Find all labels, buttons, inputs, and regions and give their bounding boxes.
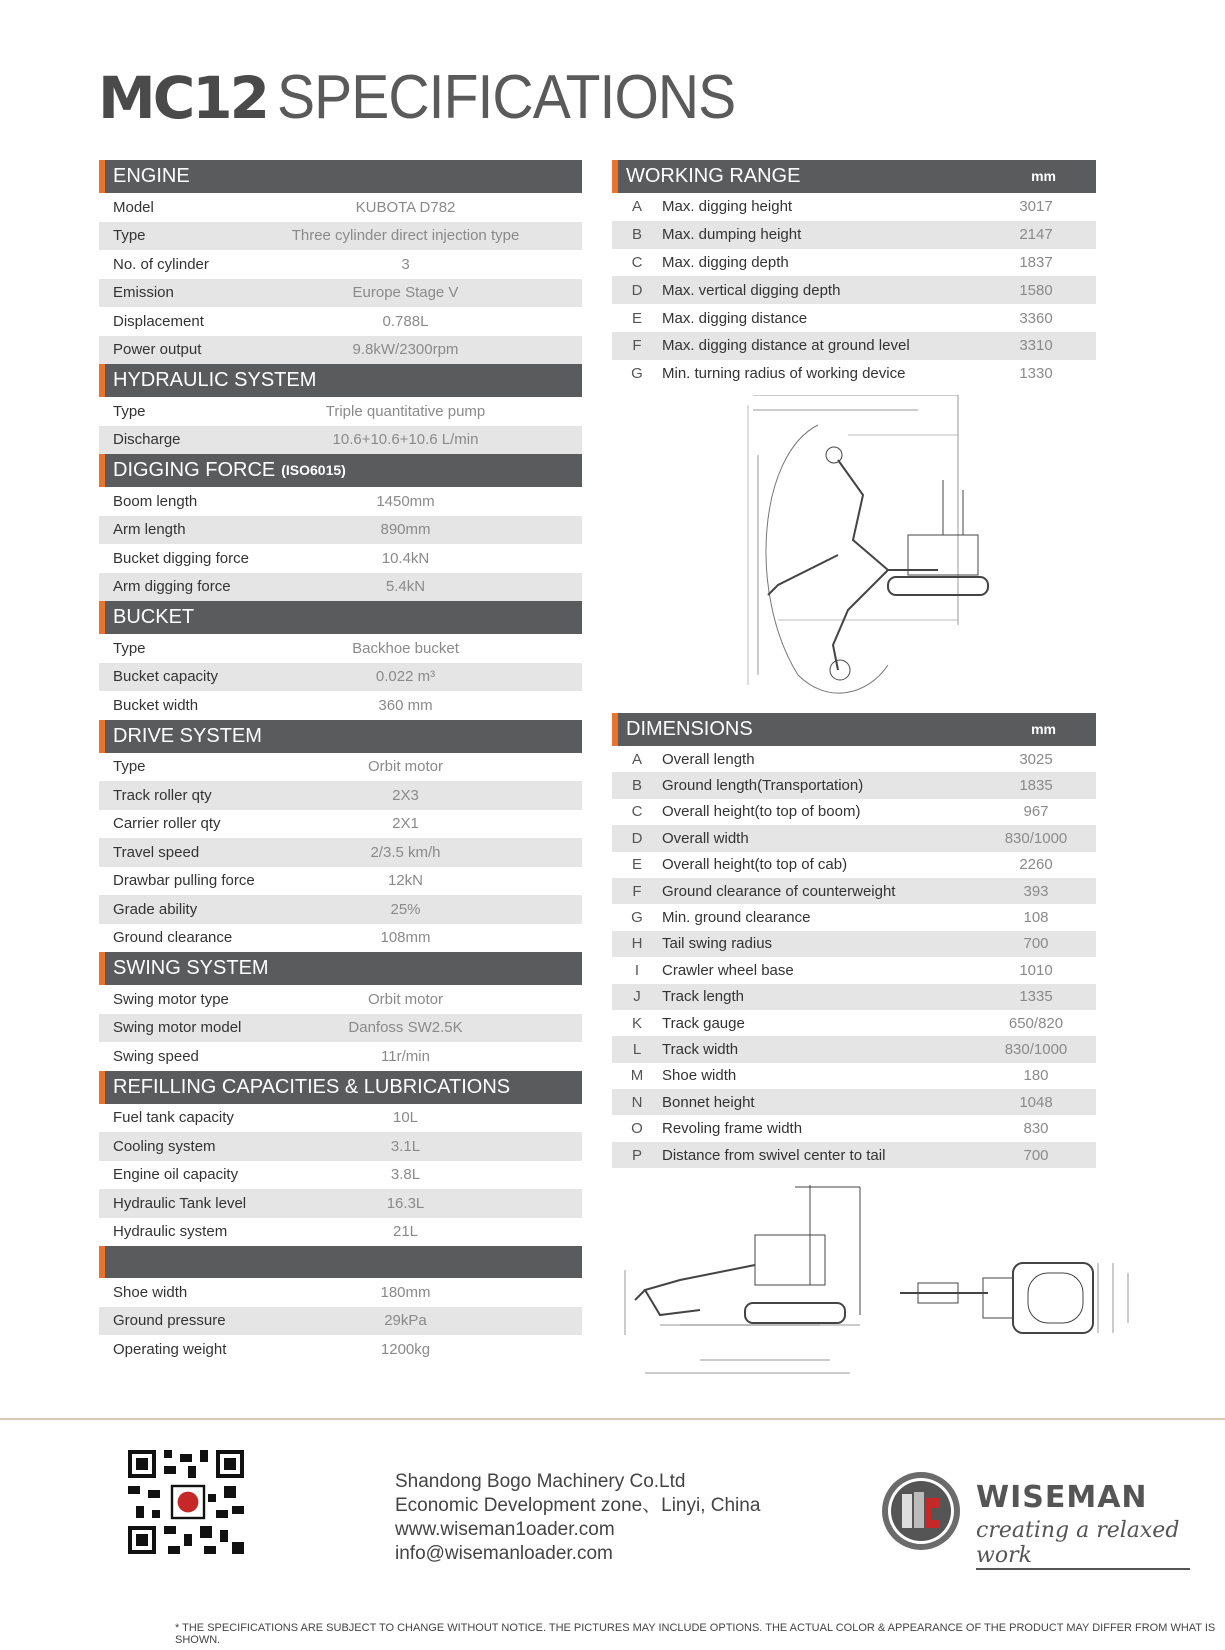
dimensions-value: 700 bbox=[1023, 935, 1049, 953]
spec-label: Grade ability bbox=[113, 900, 198, 918]
spec-row bbox=[99, 487, 582, 516]
dimensions-value: 393 bbox=[1023, 882, 1049, 900]
spec-value: 2/3.5 km/h bbox=[370, 843, 441, 861]
dimensions-key: A bbox=[631, 750, 642, 768]
dimensions-label: Min. ground clearance bbox=[662, 909, 811, 927]
spec-label: Type bbox=[113, 758, 146, 776]
dimensions-label: Overall height(to top of cab) bbox=[662, 856, 848, 874]
company-info bbox=[395, 1470, 760, 1566]
spec-row bbox=[99, 1278, 582, 1307]
spec-value: 10.6+10.6+10.6 L/min bbox=[332, 431, 479, 449]
dimensions-key: J bbox=[633, 988, 641, 1006]
spec-row bbox=[99, 1161, 582, 1190]
working_range-label: Max. digging height bbox=[662, 198, 793, 216]
dimensions-row bbox=[612, 852, 1096, 878]
working_range-key: F bbox=[632, 337, 642, 355]
dimensions-row bbox=[612, 984, 1096, 1010]
spec-value: 25% bbox=[390, 900, 421, 918]
spec-value: Backhoe bucket bbox=[352, 639, 459, 657]
top-view-diagram bbox=[898, 1258, 1138, 1338]
dimensions-value: 830 bbox=[1023, 1120, 1049, 1138]
section-header bbox=[99, 160, 582, 193]
dimensions-key: O bbox=[631, 1120, 643, 1138]
spec-row bbox=[99, 634, 582, 663]
working_range-row bbox=[612, 360, 1096, 388]
spec-value: Triple quantitative pump bbox=[325, 402, 486, 420]
spec-row bbox=[99, 573, 582, 602]
spec-value: 1450mm bbox=[376, 492, 435, 510]
section-title: REFILLING CAPACITIES & LUBRICATIONS bbox=[113, 1075, 511, 1098]
spec-label: Swing motor type bbox=[113, 990, 229, 1008]
spec-label: Arm digging force bbox=[113, 578, 231, 596]
spec-label: Track roller qty bbox=[113, 786, 212, 804]
spec-label: Operating weight bbox=[113, 1340, 227, 1358]
section-header bbox=[99, 601, 582, 634]
dimensions-value: 108 bbox=[1023, 909, 1049, 927]
spec-row bbox=[99, 1132, 582, 1161]
dimensions-key: M bbox=[630, 1067, 644, 1085]
dimensions-value: 2260 bbox=[1019, 856, 1053, 874]
spec-value: Europe Stage V bbox=[352, 284, 459, 302]
dimensions-table bbox=[612, 713, 1096, 1168]
spec-value: 180mm bbox=[380, 1283, 431, 1301]
working_range-value: 1580 bbox=[1019, 281, 1053, 299]
dimensions-label: Tail swing radius bbox=[662, 935, 773, 953]
spec-label: Carrier roller qty bbox=[113, 815, 221, 833]
working_range-value: 1837 bbox=[1019, 253, 1053, 271]
spec-label: Cooling system bbox=[113, 1137, 216, 1155]
section-header bbox=[99, 1246, 582, 1278]
spec-value: 3 bbox=[401, 255, 410, 273]
dimensions-unit: mm bbox=[1031, 721, 1056, 737]
dimensions-value: 967 bbox=[1023, 803, 1049, 821]
spec-label: Ground pressure bbox=[113, 1312, 226, 1330]
spec-value: Orbit motor bbox=[367, 758, 443, 776]
dimensions-key: D bbox=[631, 829, 643, 847]
section-header bbox=[99, 1071, 582, 1104]
dimensions-row bbox=[612, 931, 1096, 957]
working_range-key: D bbox=[631, 281, 643, 299]
spec-value: 1200kg bbox=[380, 1340, 431, 1358]
working_range-value: 2147 bbox=[1019, 226, 1053, 244]
working-range-title: WORKING RANGE bbox=[626, 165, 801, 187]
dimensions-key: G bbox=[631, 909, 643, 927]
brand-name: WISEMAN bbox=[976, 1480, 1148, 1515]
spec-label: Bucket width bbox=[113, 696, 199, 714]
spec-row bbox=[99, 924, 582, 953]
dimensions-label: Overall width bbox=[662, 829, 749, 847]
section-subtitle: (ISO6015) bbox=[281, 462, 346, 478]
section-header bbox=[99, 720, 582, 753]
spec-row bbox=[99, 544, 582, 573]
dimensions-label: Shoe width bbox=[662, 1067, 737, 1085]
working_range-key: E bbox=[631, 309, 642, 327]
dimensions-value: 1010 bbox=[1019, 961, 1053, 979]
spec-row bbox=[99, 279, 582, 308]
working-range-header bbox=[612, 160, 1096, 193]
working_range-value: 3310 bbox=[1019, 337, 1053, 355]
spec-row bbox=[99, 663, 582, 692]
spec-label: No. of cylinder bbox=[113, 255, 209, 273]
section-title: BUCKET bbox=[113, 606, 195, 628]
spec-value: Danfoss SW2.5K bbox=[348, 1019, 463, 1037]
dimensions-row bbox=[612, 772, 1096, 798]
spec-row bbox=[99, 1307, 582, 1336]
company-website[interactable]: www.wiseman1oader.com bbox=[395, 1519, 615, 1540]
company-email[interactable]: info@wisemanloader.com bbox=[395, 1543, 613, 1564]
spec-label: Shoe width bbox=[113, 1283, 188, 1301]
dimensions-key: N bbox=[631, 1093, 643, 1111]
side-view-diagram bbox=[620, 1185, 880, 1375]
spec-row bbox=[99, 1189, 582, 1218]
spec-row bbox=[99, 1014, 582, 1043]
page-title bbox=[98, 62, 775, 132]
dimensions-label: Crawler wheel base bbox=[662, 961, 794, 979]
spec-row bbox=[99, 250, 582, 279]
spec-value: 11r/min bbox=[381, 1047, 430, 1065]
spec-label: Ground clearance bbox=[113, 929, 233, 947]
left-spec-column bbox=[99, 160, 582, 1364]
spec-label: Arm length bbox=[113, 521, 186, 539]
spec-label: Type bbox=[113, 639, 146, 657]
working_range-label: Max. dumping height bbox=[662, 226, 802, 244]
spec-label: Emission bbox=[113, 284, 174, 302]
dimensions-value: 650/820 bbox=[1008, 1014, 1064, 1032]
spec-value: 2X3 bbox=[392, 786, 419, 804]
dimensions-value: 700 bbox=[1023, 1146, 1049, 1164]
spec-value: 21L bbox=[392, 1223, 419, 1241]
dimensions-row bbox=[612, 825, 1096, 851]
dimensions-value: 1335 bbox=[1019, 988, 1053, 1006]
working_range-label: Max. digging distance at ground level bbox=[662, 337, 910, 355]
title-specifications: SPECIFICATIONS bbox=[277, 63, 736, 132]
spec-label: Travel speed bbox=[113, 843, 200, 861]
working_range-row bbox=[612, 304, 1096, 332]
spec-value: 29kPa bbox=[384, 1312, 427, 1330]
spec-row bbox=[99, 307, 582, 336]
spec-label: Model bbox=[113, 198, 154, 216]
spec-value: 3.8L bbox=[390, 1166, 421, 1184]
working_range-key: B bbox=[631, 226, 642, 244]
dimensions-key: E bbox=[631, 856, 642, 874]
section-header bbox=[99, 364, 582, 397]
section-header bbox=[99, 952, 582, 985]
dimensions-key: C bbox=[631, 803, 643, 821]
dimensions-row bbox=[612, 1089, 1096, 1115]
spec-value: Orbit motor bbox=[367, 990, 443, 1008]
working-range-diagram bbox=[738, 395, 1018, 705]
spec-value: 108mm bbox=[380, 929, 431, 947]
spec-value: 0.022 m³ bbox=[375, 668, 436, 686]
spec-label: Swing motor model bbox=[113, 1019, 242, 1037]
spec-value: 2X1 bbox=[392, 815, 419, 833]
spec-row bbox=[99, 1104, 582, 1133]
section-title: ENGINE bbox=[113, 165, 190, 187]
spec-row bbox=[99, 336, 582, 365]
dimensions-row bbox=[612, 957, 1096, 983]
spec-row bbox=[99, 426, 582, 455]
spec-value: 5.4kN bbox=[385, 578, 426, 596]
spec-label: Boom length bbox=[113, 492, 198, 510]
spec-value: 10.4kN bbox=[381, 549, 430, 567]
dimensions-row bbox=[612, 904, 1096, 930]
section-header bbox=[99, 454, 582, 487]
dimensions-key: B bbox=[631, 777, 642, 795]
working_range-row bbox=[612, 332, 1096, 360]
spec-label: Fuel tank capacity bbox=[113, 1109, 234, 1127]
working_range-label: Max. vertical digging depth bbox=[662, 281, 841, 299]
dimensions-row bbox=[612, 1036, 1096, 1062]
dimensions-key: P bbox=[631, 1146, 642, 1164]
working_range-label: Max. digging depth bbox=[662, 253, 789, 271]
spec-value: 9.8kW/2300rpm bbox=[352, 341, 459, 359]
dimensions-row bbox=[612, 1010, 1096, 1036]
footer-divider bbox=[0, 1418, 1225, 1420]
working_range-key: A bbox=[631, 198, 642, 216]
dimensions-value: 1048 bbox=[1019, 1093, 1053, 1111]
spec-row bbox=[99, 838, 582, 867]
dimensions-label: Ground length(Transportation) bbox=[662, 777, 864, 795]
spec-label: Hydraulic system bbox=[113, 1223, 228, 1241]
spec-value: 0.788L bbox=[382, 312, 429, 330]
spec-label: Bucket capacity bbox=[113, 668, 219, 686]
spec-label: Swing speed bbox=[113, 1047, 199, 1065]
dimensions-key: F bbox=[632, 882, 642, 900]
working_range-key: C bbox=[631, 253, 643, 271]
spec-row bbox=[99, 781, 582, 810]
spec-row bbox=[99, 895, 582, 924]
dimensions-label: Revoling frame width bbox=[662, 1120, 803, 1138]
spec-label: Discharge bbox=[113, 431, 181, 449]
dimensions-row bbox=[612, 878, 1096, 904]
working-range-unit: mm bbox=[1031, 168, 1056, 184]
spec-value: 3.1L bbox=[390, 1137, 421, 1155]
spec-label: Type bbox=[113, 227, 146, 245]
spec-row bbox=[99, 1218, 582, 1247]
section-title: DRIVE SYSTEM bbox=[113, 724, 262, 747]
dimensions-value: 180 bbox=[1023, 1067, 1049, 1085]
dimensions-key: K bbox=[631, 1014, 642, 1032]
brand-slogan: creating a relaxed work bbox=[976, 1518, 1190, 1570]
dimensions-label: Track length bbox=[662, 988, 744, 1006]
dimensions-label: Ground clearance of counterweight bbox=[662, 882, 896, 900]
spec-label: Displacement bbox=[113, 312, 204, 330]
brand-logo bbox=[880, 1470, 1190, 1568]
spec-value: 12kN bbox=[387, 872, 424, 890]
spec-label: Engine oil capacity bbox=[113, 1166, 239, 1184]
section-title: SWING SYSTEM bbox=[113, 957, 269, 979]
dimensions-label: Bonnet height bbox=[662, 1093, 755, 1111]
spec-value: KUBOTA D782 bbox=[355, 198, 456, 216]
spec-value: Three cylinder direct injection type bbox=[291, 227, 520, 245]
spec-row bbox=[99, 867, 582, 896]
spec-label: Drawbar pulling force bbox=[113, 872, 255, 890]
spec-row bbox=[99, 1335, 582, 1364]
dimensions-value: 1835 bbox=[1019, 777, 1053, 795]
working_range-label: Min. turning radius of working device bbox=[662, 365, 906, 383]
working_range-row bbox=[612, 276, 1096, 304]
company-address: Economic Development zone、Linyi, China bbox=[395, 1495, 761, 1516]
dimensions-label: Track gauge bbox=[662, 1014, 745, 1032]
dimensions-value: 3025 bbox=[1019, 750, 1053, 768]
working-range-table bbox=[612, 160, 1096, 388]
spec-value: 10L bbox=[392, 1109, 419, 1127]
dimensions-header bbox=[612, 713, 1096, 746]
spec-label: Power output bbox=[113, 341, 202, 359]
working_range-row bbox=[612, 221, 1096, 249]
spec-label: Hydraulic Tank level bbox=[113, 1194, 247, 1212]
dimensions-key: L bbox=[632, 1040, 642, 1058]
spec-row bbox=[99, 753, 582, 782]
working_range-row bbox=[612, 249, 1096, 277]
dimensions-label: Overall length bbox=[662, 750, 755, 768]
spec-row bbox=[99, 691, 582, 720]
working_range-label: Max. digging distance bbox=[662, 309, 808, 327]
working_range-value: 3017 bbox=[1019, 198, 1053, 216]
qr-code-icon bbox=[128, 1450, 244, 1554]
spec-value: 16.3L bbox=[386, 1194, 425, 1212]
spec-value: 890mm bbox=[380, 521, 431, 539]
spec-row bbox=[99, 810, 582, 839]
spec-row bbox=[99, 985, 582, 1014]
model-name: MC12 bbox=[98, 64, 267, 132]
section-title: HYDRAULIC SYSTEM bbox=[113, 369, 317, 391]
dimensions-label: Distance from swivel center to tail bbox=[662, 1146, 886, 1164]
dimensions-row bbox=[612, 746, 1096, 772]
spec-label: Bucket digging force bbox=[113, 549, 249, 567]
spec-label: Type bbox=[113, 402, 146, 420]
dimensions-row bbox=[612, 799, 1096, 825]
spec-value: 360 mm bbox=[378, 696, 433, 714]
company-name: Shandong Bogo Machinery Co.Ltd bbox=[395, 1471, 686, 1492]
spec-row bbox=[99, 397, 582, 426]
dimensions-value: 830/1000 bbox=[1004, 1040, 1068, 1058]
wiseman-logo-icon bbox=[880, 1470, 962, 1552]
working_range-row bbox=[612, 193, 1096, 221]
dimensions-label: Track width bbox=[662, 1040, 739, 1058]
working_range-value: 1330 bbox=[1019, 365, 1053, 383]
working_range-value: 3360 bbox=[1019, 309, 1053, 327]
spec-row bbox=[99, 1042, 582, 1071]
disclaimer: * THE SPECIFICATIONS ARE SUBJECT TO CHANGE WITHOUT NOTICE. THE PICTURES MAY INCLUDE OPTIONS. THE ACTUAL COLOR & APPEARANCE OF THE PRODUCT MAY DIFFER FROM WHAT IS SHOWN. bbox=[175, 1622, 1216, 1646]
dimensions-row bbox=[612, 1063, 1096, 1089]
section-title: DIGGING FORCE bbox=[113, 459, 276, 481]
dimensions-title: DIMENSIONS bbox=[626, 718, 753, 740]
spec-row bbox=[99, 193, 582, 222]
working_range-key: G bbox=[631, 365, 643, 383]
dimensions-row bbox=[612, 1115, 1096, 1141]
spec-row bbox=[99, 222, 582, 251]
spec-row bbox=[99, 516, 582, 545]
dimensions-label: Overall height(to top of boom) bbox=[662, 803, 861, 821]
dimensions-row bbox=[612, 1142, 1096, 1168]
dimensions-value: 830/1000 bbox=[1004, 829, 1068, 847]
dimensions-key: I bbox=[634, 961, 640, 979]
dimensions-key: H bbox=[631, 935, 643, 953]
